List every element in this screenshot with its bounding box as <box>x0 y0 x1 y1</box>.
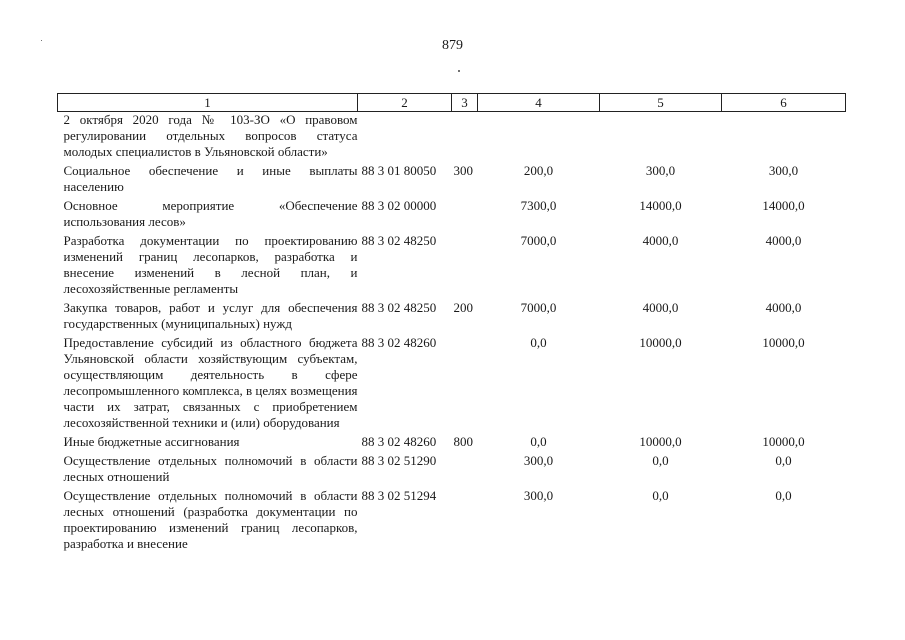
table-body <box>58 112 846 556</box>
scan-speck <box>41 40 42 41</box>
row-code: 88 3 02 00000 <box>361 198 437 213</box>
row-value-col6: 4000,0 <box>765 233 802 248</box>
row-name: Основное мероприятие «Обеспечение использования лесов» <box>63 198 358 229</box>
row-kvr <box>452 233 478 300</box>
row-value-col4: 7300,0 <box>520 198 557 213</box>
row-value-col6: 300,0 <box>768 163 799 178</box>
row-name: Закупка товаров, работ и услуг для обеспечения государственных (муниципальных) нужд <box>63 300 358 331</box>
row-value-col5: 4000,0 <box>642 300 679 315</box>
row-value-col6: 10000,0 <box>762 434 805 449</box>
row-value-col4: 0,0 <box>530 434 547 449</box>
row-value-col5: 0,0 <box>652 453 669 468</box>
row-code: 88 3 02 51294 <box>361 488 437 503</box>
row-name: Осуществление отдельных полномочий в области лесных отношений (разработка документации по проектированию изменений границ лесопарков, разработка и внесение <box>63 488 358 551</box>
row-value-col6: 14000,0 <box>762 198 805 213</box>
table-row <box>58 163 846 198</box>
page-number: 879 <box>442 38 463 53</box>
row-code: 88 3 02 48260 <box>361 434 437 449</box>
table-row <box>58 198 846 233</box>
table-row <box>58 434 846 453</box>
row-code: 88 3 02 48250 <box>361 300 437 315</box>
row-value-col6: 0,0 <box>775 488 792 503</box>
row-name: Социальное обеспечение и иные выплаты населению <box>63 163 358 194</box>
header-col-5: 5 <box>600 94 722 112</box>
row-kvr: 800 <box>453 434 473 449</box>
header-col-4: 4 <box>478 94 600 112</box>
row-value-col4: 200,0 <box>523 163 554 178</box>
row-name: Разработка документации по проектированию изменений границ лесопарков, разработка и внесение изменений в лесной план, и лесохозяйственные регламенты <box>63 233 358 296</box>
row-code: 88 3 02 51290 <box>361 453 437 468</box>
row-kvr: 200 <box>453 300 473 315</box>
row-name: Осуществление отдельных полномочий в области лесных отношений <box>63 453 358 484</box>
row-value-col4: 300,0 <box>523 488 554 503</box>
row-code: 88 3 02 48260 <box>361 335 437 350</box>
row-code: 88 3 01 80050 <box>361 163 437 178</box>
header-col-3: 3 <box>452 94 478 112</box>
row-kvr <box>452 112 478 164</box>
table-row <box>58 300 846 335</box>
row-value-col4: 7000,0 <box>520 233 557 248</box>
row-value-col4: 300,0 <box>523 453 554 468</box>
budget-table <box>57 93 846 555</box>
table-row <box>58 453 846 488</box>
header-col-2: 2 <box>358 94 452 112</box>
row-value-col5: 14000,0 <box>639 198 682 213</box>
row-value-col6: 0,0 <box>775 453 792 468</box>
row-value-col5: 4000,0 <box>642 233 679 248</box>
row-value-col4: 7000,0 <box>520 300 557 315</box>
scan-speck <box>458 70 460 72</box>
row-kvr <box>452 453 478 488</box>
row-name: 2 октября 2020 года № 103-ЗО «О правовом регулировании отдельных вопросов статуса молодых специалистов в Ульяновской области» <box>63 112 358 159</box>
table-row <box>58 233 846 300</box>
row-kvr: 300 <box>453 163 473 178</box>
row-value-col5: 300,0 <box>645 163 676 178</box>
header-row <box>58 94 846 112</box>
table-row <box>58 335 846 434</box>
header-col-1: 1 <box>58 94 358 112</box>
header-col-6: 6 <box>722 94 846 112</box>
table-row <box>58 488 846 555</box>
row-name: Предоставление субсидий из областного бюджета Ульяновской области хозяйствующим субъектам, осуществляющим деятельность в сфере лесопромышленного комплекса, в целях возмещения части их затрат, связанных с приобретением лесохозяйственной техники и (или) оборудования <box>63 335 358 430</box>
row-name: Иные бюджетные ассигнования <box>63 434 240 449</box>
row-value-col4: 0,0 <box>530 335 547 350</box>
row-value-col5: 10000,0 <box>639 434 682 449</box>
row-code <box>358 112 452 164</box>
row-value-col5 <box>600 112 722 164</box>
row-value-col6: 10000,0 <box>762 335 805 350</box>
row-value-col6: 4000,0 <box>765 300 802 315</box>
table-header <box>58 94 846 112</box>
table-row <box>58 112 846 164</box>
row-code: 88 3 02 48250 <box>361 233 437 248</box>
row-kvr <box>452 335 478 434</box>
row-kvr <box>452 198 478 233</box>
row-value-col5: 0,0 <box>652 488 669 503</box>
row-value-col4 <box>478 112 600 164</box>
row-kvr <box>452 488 478 555</box>
row-value-col5: 10000,0 <box>639 335 682 350</box>
row-value-col6 <box>722 112 846 164</box>
